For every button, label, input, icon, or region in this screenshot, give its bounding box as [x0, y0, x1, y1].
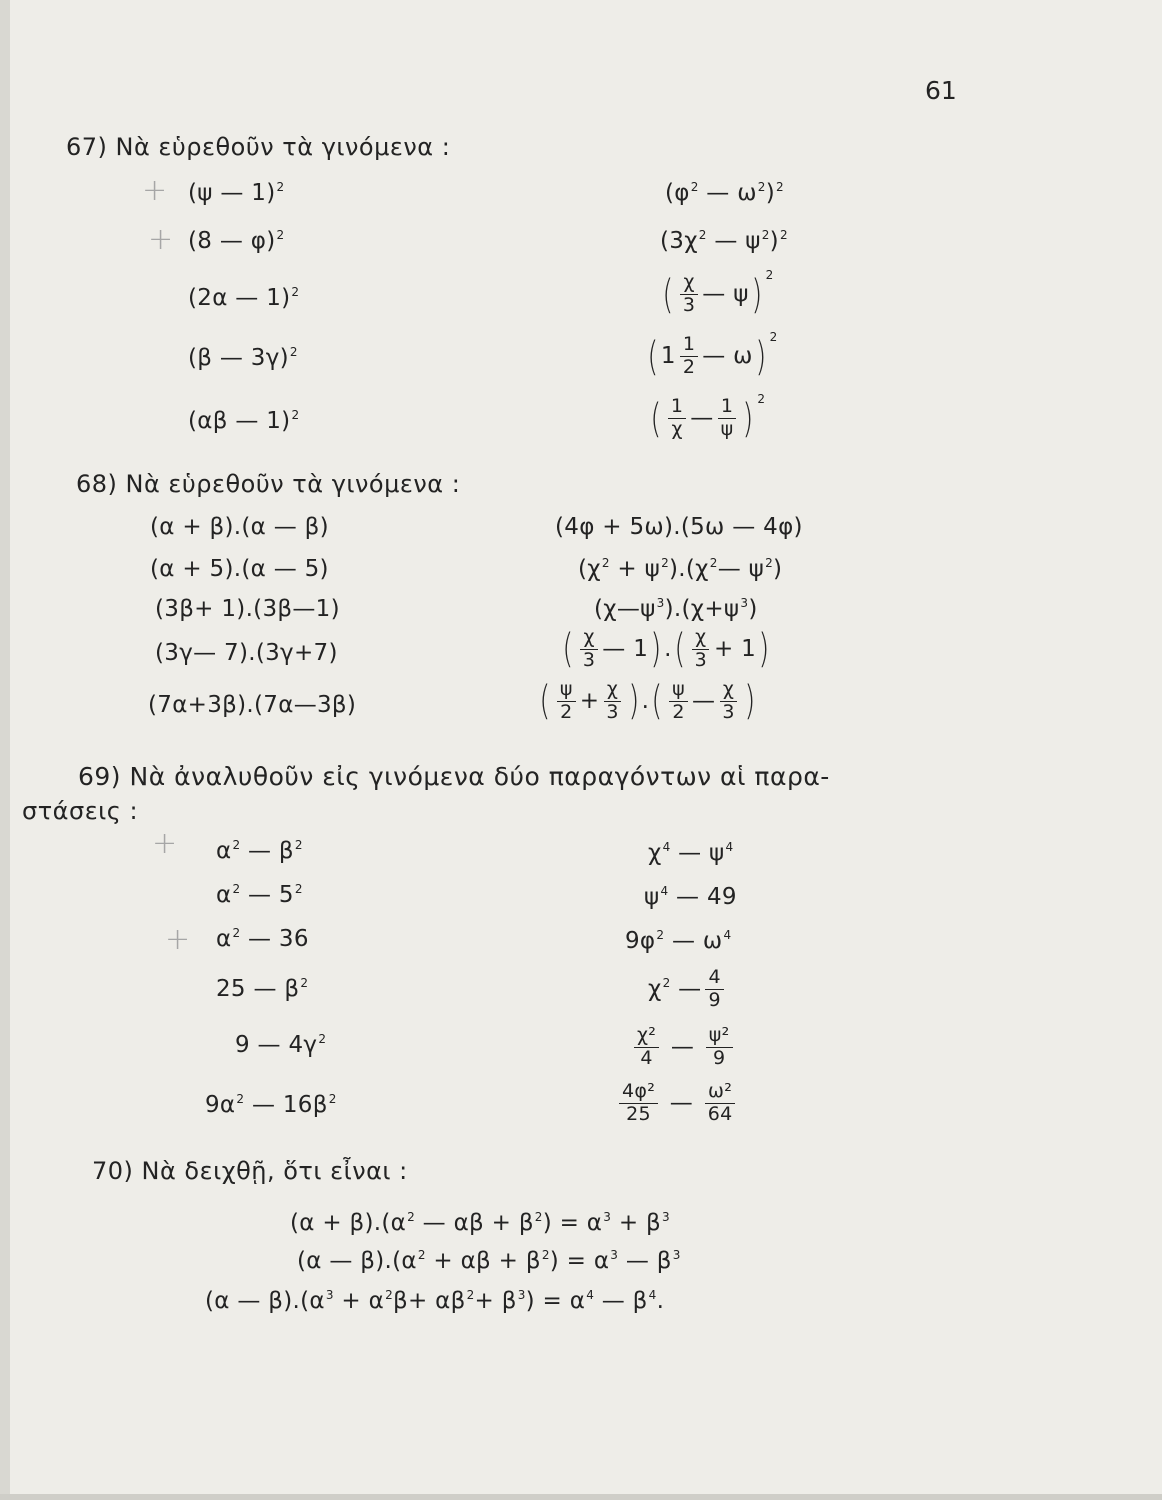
ex69-left-item: $\alpha^2$ — 36: [216, 926, 309, 952]
ex68-right-item: ( $\frac{\chi}{3}$ — 1) .( $\frac{\chi}{3}$ + 1): [562, 626, 770, 673]
pencil-check-mark: +: [142, 173, 168, 208]
exercise-67-heading: 67) Νὰ εὑρεθοῦν τὰ γινόμενα :: [66, 133, 451, 161]
ex69-right-item: $\chi^4$ — $\psi^4$: [648, 840, 734, 866]
ex67-left-item: (ψ — 1)$^2$: [188, 180, 285, 206]
ex70-identity: $(\alpha + \beta).(\alpha^2$ — $\alpha\beta + \beta^2) = \alpha^3 + \beta^3$: [290, 1210, 670, 1236]
ex69-left-item: 25 — $\beta^2$: [216, 976, 309, 1002]
ex69-left-item: $\alpha^2$ — $\beta^2$: [216, 838, 303, 864]
ex70-identity: (α — $\beta).(\alpha^3 + \alpha^2\beta+ \alpha\beta^2+ \beta^3) = \alpha^4$ — $\beta^4$.: [205, 1288, 665, 1314]
ex67-right-item: ($3\chi^2$ — $\psi^2)^2$: [660, 228, 788, 254]
ex67-right-item: ( $\frac{\chi}{3}$ — ψ) $^2$: [662, 268, 774, 318]
ex69-right-item: $\frac{\text{χ²}}{4}$ — $\frac{\text{ψ²}}{9}$: [630, 1026, 737, 1069]
ex67-left-item: (αβ — 1)$^2$: [188, 408, 300, 434]
ex69-right-item: $9\varphi^2$ — $\omega^4$: [625, 928, 732, 954]
pencil-check-mark: +: [152, 826, 178, 861]
ex68-right-item: ($\chi^2$ + $\psi^2).(\chi^2—$ $\psi^2$): [578, 556, 783, 582]
ex67-right-item: ($\varphi^2$ — $\omega^2)^2$: [665, 180, 784, 206]
ex68-right-item: $(\chi—\psi^3).(\chi+\psi^3)$: [594, 596, 758, 622]
page-number: 61: [925, 76, 957, 105]
ex68-left-item: (3γ— 7).(3γ+7): [155, 640, 338, 666]
ex67-right-item: ( 1 $\frac{1}{2}$ — ω) $^2$: [647, 330, 778, 380]
page-bottom-edge: [0, 1494, 1162, 1500]
ex70-identity: (α — $\beta).(\alpha^2 + \alpha\beta + \beta^2) = \alpha^3$ — $\beta^3$: [297, 1248, 681, 1274]
ex68-left-item: (7α+3β).(7α—3β): [148, 692, 357, 718]
ex67-right-item: ( $\frac{1}{\chi}$ — $\frac{1}{\psi}$ ) $^2$: [650, 392, 766, 442]
ex68-right-item: ( $\frac{\psi}{2}$ + $\frac{\chi}{3}$ ) .( $\frac{\psi}{2}$ — $\frac{\chi}{3}$ ): [539, 678, 756, 725]
ex68-left-item: (α + 5).(α — 5): [150, 556, 329, 582]
ex67-left-item: (8 — φ)$^2$: [188, 228, 285, 254]
ex68-left-item: (α + β).(α — β): [150, 514, 329, 540]
ex69-right-item: $\frac{\text{4φ²}}{25}$ — $\frac{\text{ω²}}{64}$: [615, 1082, 739, 1125]
exercise-70-heading: 70) Νὰ δειχθῇ, ὅτι εἶναι :: [92, 1157, 408, 1185]
ex68-right-item: (4φ + 5ω).(5ω — 4φ): [555, 514, 803, 540]
exercise-69-heading: 69) Νὰ ἀναλυθοῦν εἰς γινόμενα δύο παραγόντων αἱ παρα-: [78, 762, 830, 791]
page-edge-shadow: [0, 0, 10, 1500]
pencil-check-mark: +: [148, 222, 174, 257]
ex69-right-item: $\psi^4$ — 49: [644, 884, 737, 910]
exercise-69-heading-cont: στάσεις :: [22, 797, 139, 825]
ex69-right-item: $\chi^2$ — $\frac{4}{9}$: [648, 968, 728, 1011]
ex68-left-item: (3β+ 1).(3β—1): [155, 596, 340, 622]
ex69-left-item: $\alpha^2$ — $5^2$: [216, 882, 303, 908]
ex67-left-item: (β — 3γ)$^2$: [188, 345, 298, 371]
ex69-left-item: 9 — $4\gamma^2$: [235, 1032, 327, 1058]
ex67-left-item: (2α — 1)$^2$: [188, 285, 300, 311]
exercise-68-heading: 68) Νὰ εὑρεθοῦν τὰ γινόμενα :: [76, 470, 461, 498]
pencil-check-mark: +: [165, 922, 191, 957]
ex69-left-item: $9\alpha^2$ — $16\beta^2$: [205, 1092, 337, 1118]
